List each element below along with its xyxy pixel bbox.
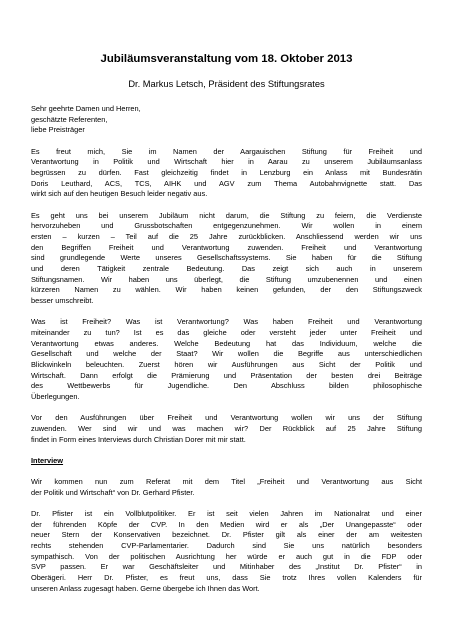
- paragraph-line: und deren Tätigkeit zentrale Bedeutung. Das zeigt sich auch in unserem: [31, 263, 422, 273]
- paragraph-line: Wir kommen nun zum Referat mit dem Titel „Freiheit und Verantwortung aus Sicht: [31, 476, 422, 486]
- paragraph-line: Gesellschaft und welche der Staat? Wir wollen die Begriffe aus unterschiedlichen: [31, 349, 422, 359]
- paragraph-foundation: [31, 413, 422, 445]
- paragraph-lecture: [31, 477, 422, 498]
- section-heading: [31, 456, 422, 467]
- paragraph-line: Es freut mich, Sie im Namen der Aargauischen Stiftung für Freiheit und: [31, 146, 422, 156]
- paragraph-line: ersten – kurzen – Teil auf die 25 Jahre zurückblicken. Anschliessend werden wir uns: [31, 231, 422, 241]
- paragraph-line: miteinander zu tun? Ist es das gleiche oder versteht jeder unter Freiheit und: [31, 327, 422, 337]
- paragraph-line: der Politik und Wirtschaft“ von Dr. Gerhard Pfister.: [31, 487, 195, 497]
- paragraph-line: SVP passen. Er war Geschäftsleiter und Mitinhaber des „Institut Dr. Pfister“ in: [31, 562, 422, 572]
- salutation-line: geschätzte Referenten,: [31, 114, 108, 124]
- salutation-line: liebe Preisträger: [31, 125, 85, 135]
- paragraph-line: sympathisch. Von der politischen Ausrichtung her würde er auch gut in die FDP oder: [31, 551, 422, 561]
- paragraph-line: Doris Leuthard, ACS, TCS, AIHK und AGV zum Thema Autobahnvignette statt. Das: [31, 178, 422, 188]
- paragraph-questions: [31, 317, 422, 403]
- heading-interview: Interview: [31, 455, 64, 465]
- paragraph-line: hervorzuheben und Grussbotschaften entgegenzunehmen. Wir wollen in einem: [31, 221, 422, 231]
- paragraph-line: findet in Form eines Interviews durch Christian Dorer mit mir statt.: [31, 434, 246, 444]
- paragraph-line: zuwenden. Wer sind wir und was machen wir? Der Rückblick auf 25 Jahre Stiftung: [31, 423, 422, 433]
- paragraph-welcome: [31, 147, 422, 200]
- paragraph-line: Was ist Freiheit? Was ist Verantwortung? Was haben Freiheit und Verantwortung: [31, 317, 422, 327]
- paragraph-line: Verantwortung etwas anderes. Welche Bedeutung hat das Individuum, welche die: [31, 338, 422, 348]
- paragraph-speaker: [31, 509, 422, 595]
- paragraph-line: kürzeren Namen zu wählen. Wir haben keinen gefunden, der den Stiftungszweck: [31, 285, 422, 295]
- paragraph-line: Verantwortung in Politik und Wirtschaft hier in Aarau zu unserem Jubiläumsanlass: [31, 157, 422, 167]
- paragraph-line: Wirtschaft. Dann erfolgt die Prämierung und Präsentation der besten drei Beiträge: [31, 370, 422, 380]
- paragraph-line: Es geht uns bei unserem Jubiläum nicht darum, die Stiftung zu feiern, die Verdienste: [31, 210, 422, 220]
- paragraph-line: neuer Stern der Konservativen bezeichnet. Dr. Pfister gilt als einer der am weitesten: [31, 530, 422, 540]
- paragraph-purpose: [31, 211, 422, 307]
- paragraph-line: sind grundlegende Werte unseres Gesellschaftssystems. Sie haben für die Stiftung: [31, 253, 422, 263]
- paragraph-line: begrüssen zu dürfen. Fast gleichzeitig findet in Lenzburg ein Anlass mit Bundesrätin: [31, 167, 422, 177]
- paragraph-line: besser umschreibt.: [31, 296, 94, 305]
- paragraph-line: der führenden Köpfe der CVP. In den Medien wird er als „Der Unangepasste“ oder: [31, 519, 422, 529]
- document-title: Jubiläumsveranstaltung vom 18. Oktober 2013: [100, 53, 353, 65]
- paragraph-line: Überlegungen.: [31, 392, 80, 401]
- paragraph-line: Vor den Ausführungen über Freiheit und Verantwortung wollen wir uns der Stiftung: [31, 413, 422, 423]
- paragraph-line: Stiftungsnamen. Wir haben uns überlegt, die Stiftung umzubenennen und einen: [31, 274, 422, 284]
- paragraph-line: Blickwinkeln beleuchten. Zuerst hören wir Ausführungen aus Sicht der Politik und: [31, 359, 422, 369]
- paragraph-line: des Wettbewerbs für Jugendliche. Den Abschluss bilden philosophische: [31, 381, 422, 391]
- paragraph-line: den Begriffen Freiheit und Verantwortung zuwenden. Freiheit und Verantwortung: [31, 242, 422, 252]
- paragraph-line: unseren Anlass zugesagt haben. Gerne übergebe ich Ihnen das Wort.: [31, 583, 260, 593]
- paragraph-line: Oberägeri. Herr Dr. Pfister, es freut uns, dass Sie trotz Ihres vollen Kalenders für: [31, 572, 422, 582]
- paragraph-line: rechts stehenden CVP-Parlamentarier. Dadurch sind Sie uns natürlich besonders: [31, 540, 422, 550]
- paragraph-line: wirkt sich auf den heutigen Besuch leider negativ aus.: [31, 189, 208, 199]
- document-subtitle: Dr. Markus Letsch, Präsident des Stiftungsrates: [128, 79, 325, 89]
- paragraph-line: Dr. Pfister ist ein Vollblutpolitiker. Er ist seit vielen Jahren im Nationalrat und einer: [31, 508, 422, 518]
- salutation-line: Sehr geehrte Damen und Herren,: [31, 104, 141, 113]
- salutation: [31, 104, 422, 136]
